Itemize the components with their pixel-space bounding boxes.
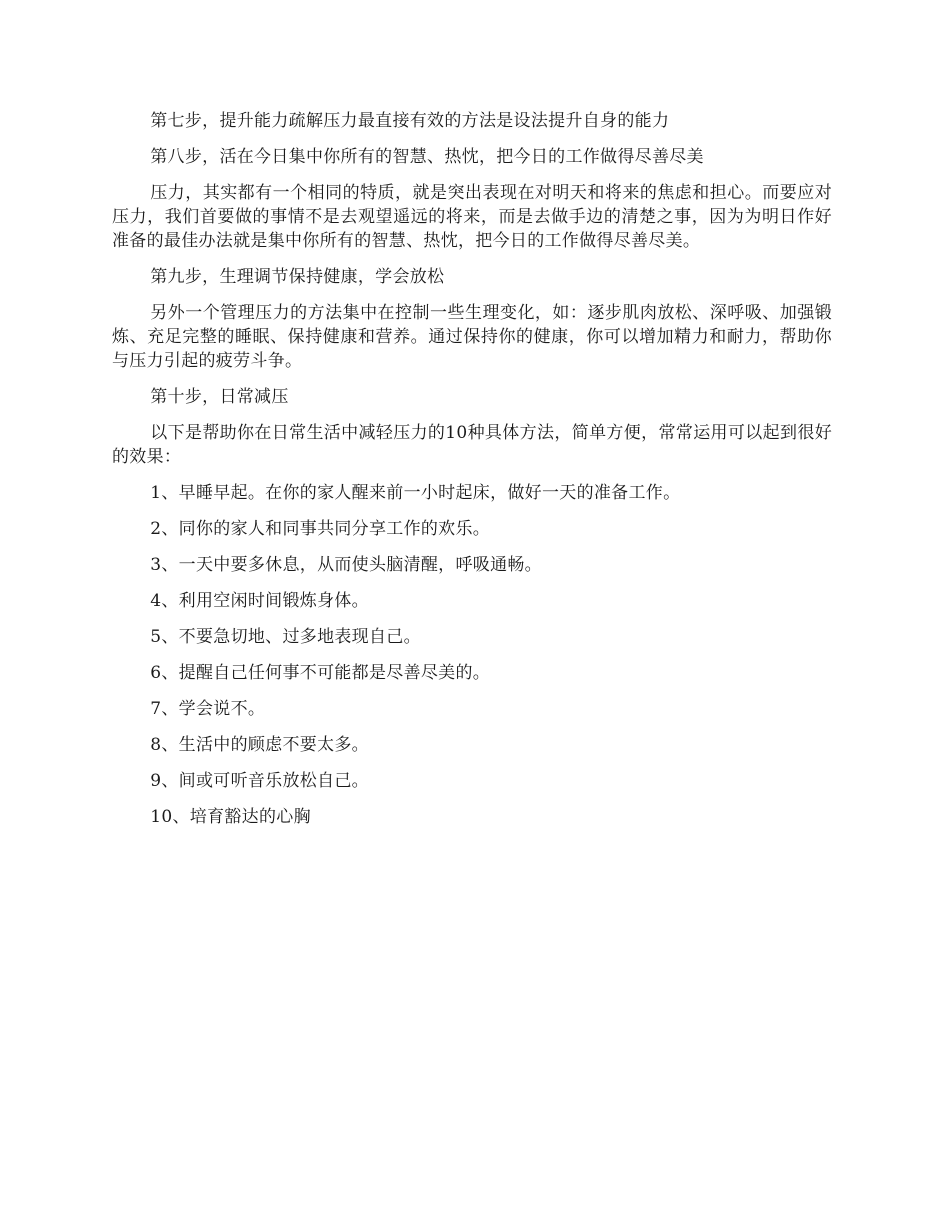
list-item: 5、不要急切地、过多地表现自己。 — [150, 627, 421, 647]
list-item: 9、间或可听音乐放松自己。 — [150, 771, 369, 791]
paragraph-step-9: 第九步，生理调节保持健康，学会放松 — [150, 267, 445, 287]
list-item: 10、培育豁达的心胸 — [150, 807, 311, 827]
list-item: 7、学会说不。 — [150, 699, 266, 719]
tips-list — [112, 481, 832, 829]
list-item: 8、生活中的顾虑不要太多。 — [150, 735, 369, 755]
paragraph-step-10: 第十步，日常减压 — [150, 387, 289, 407]
list-item: 6、提醒自己任何事不可能都是尽善尽美的。 — [150, 663, 491, 683]
paragraph-step-7: 第七步，提升能力疏解压力最直接有效的方法是设法提升自身的能力 — [150, 111, 670, 131]
document-body — [112, 109, 832, 841]
paragraph-physiology-explanation: 另外一个管理压力的方法集中在控制一些生理变化，如：逐步肌肉放松、深呼吸、加强锻炼、充足完整的睡眠、保持健康和营养。通过保持你的健康，你可以增加精力和耐力，帮助你与压力引起的疲劳斗争。 — [112, 303, 832, 371]
paragraph-list-intro: 以下是帮助你在日常生活中减轻压力的10种具体方法，简单方便，常常运用可以起到很好的效果： — [112, 423, 832, 467]
paragraph-step-8: 第八步，活在今日集中你所有的智慧、热忱，把今日的工作做得尽善尽美 — [150, 147, 704, 167]
list-item: 3、一天中要多休息，从而使头脑清醒，呼吸通畅。 — [150, 555, 542, 575]
list-item: 2、同你的家人和同事共同分享工作的欢乐。 — [150, 519, 491, 539]
list-item: 1、早睡早起。在你的家人醒来前一小时起床，做好一天的准备工作。 — [150, 483, 681, 503]
paragraph-pressure-explanation: 压力，其实都有一个相同的特质，就是突出表现在对明天和将来的焦虑和担心。而要应对压力，我们首要做的事情不是去观望遥远的将来，而是去做手边的清楚之事，因为为明日作好准备的最佳办法就是集中你所有的智慧、热忱，把今日的工作做得尽善尽美。 — [112, 183, 832, 251]
list-item: 4、利用空闲时间锻炼身体。 — [150, 591, 369, 611]
